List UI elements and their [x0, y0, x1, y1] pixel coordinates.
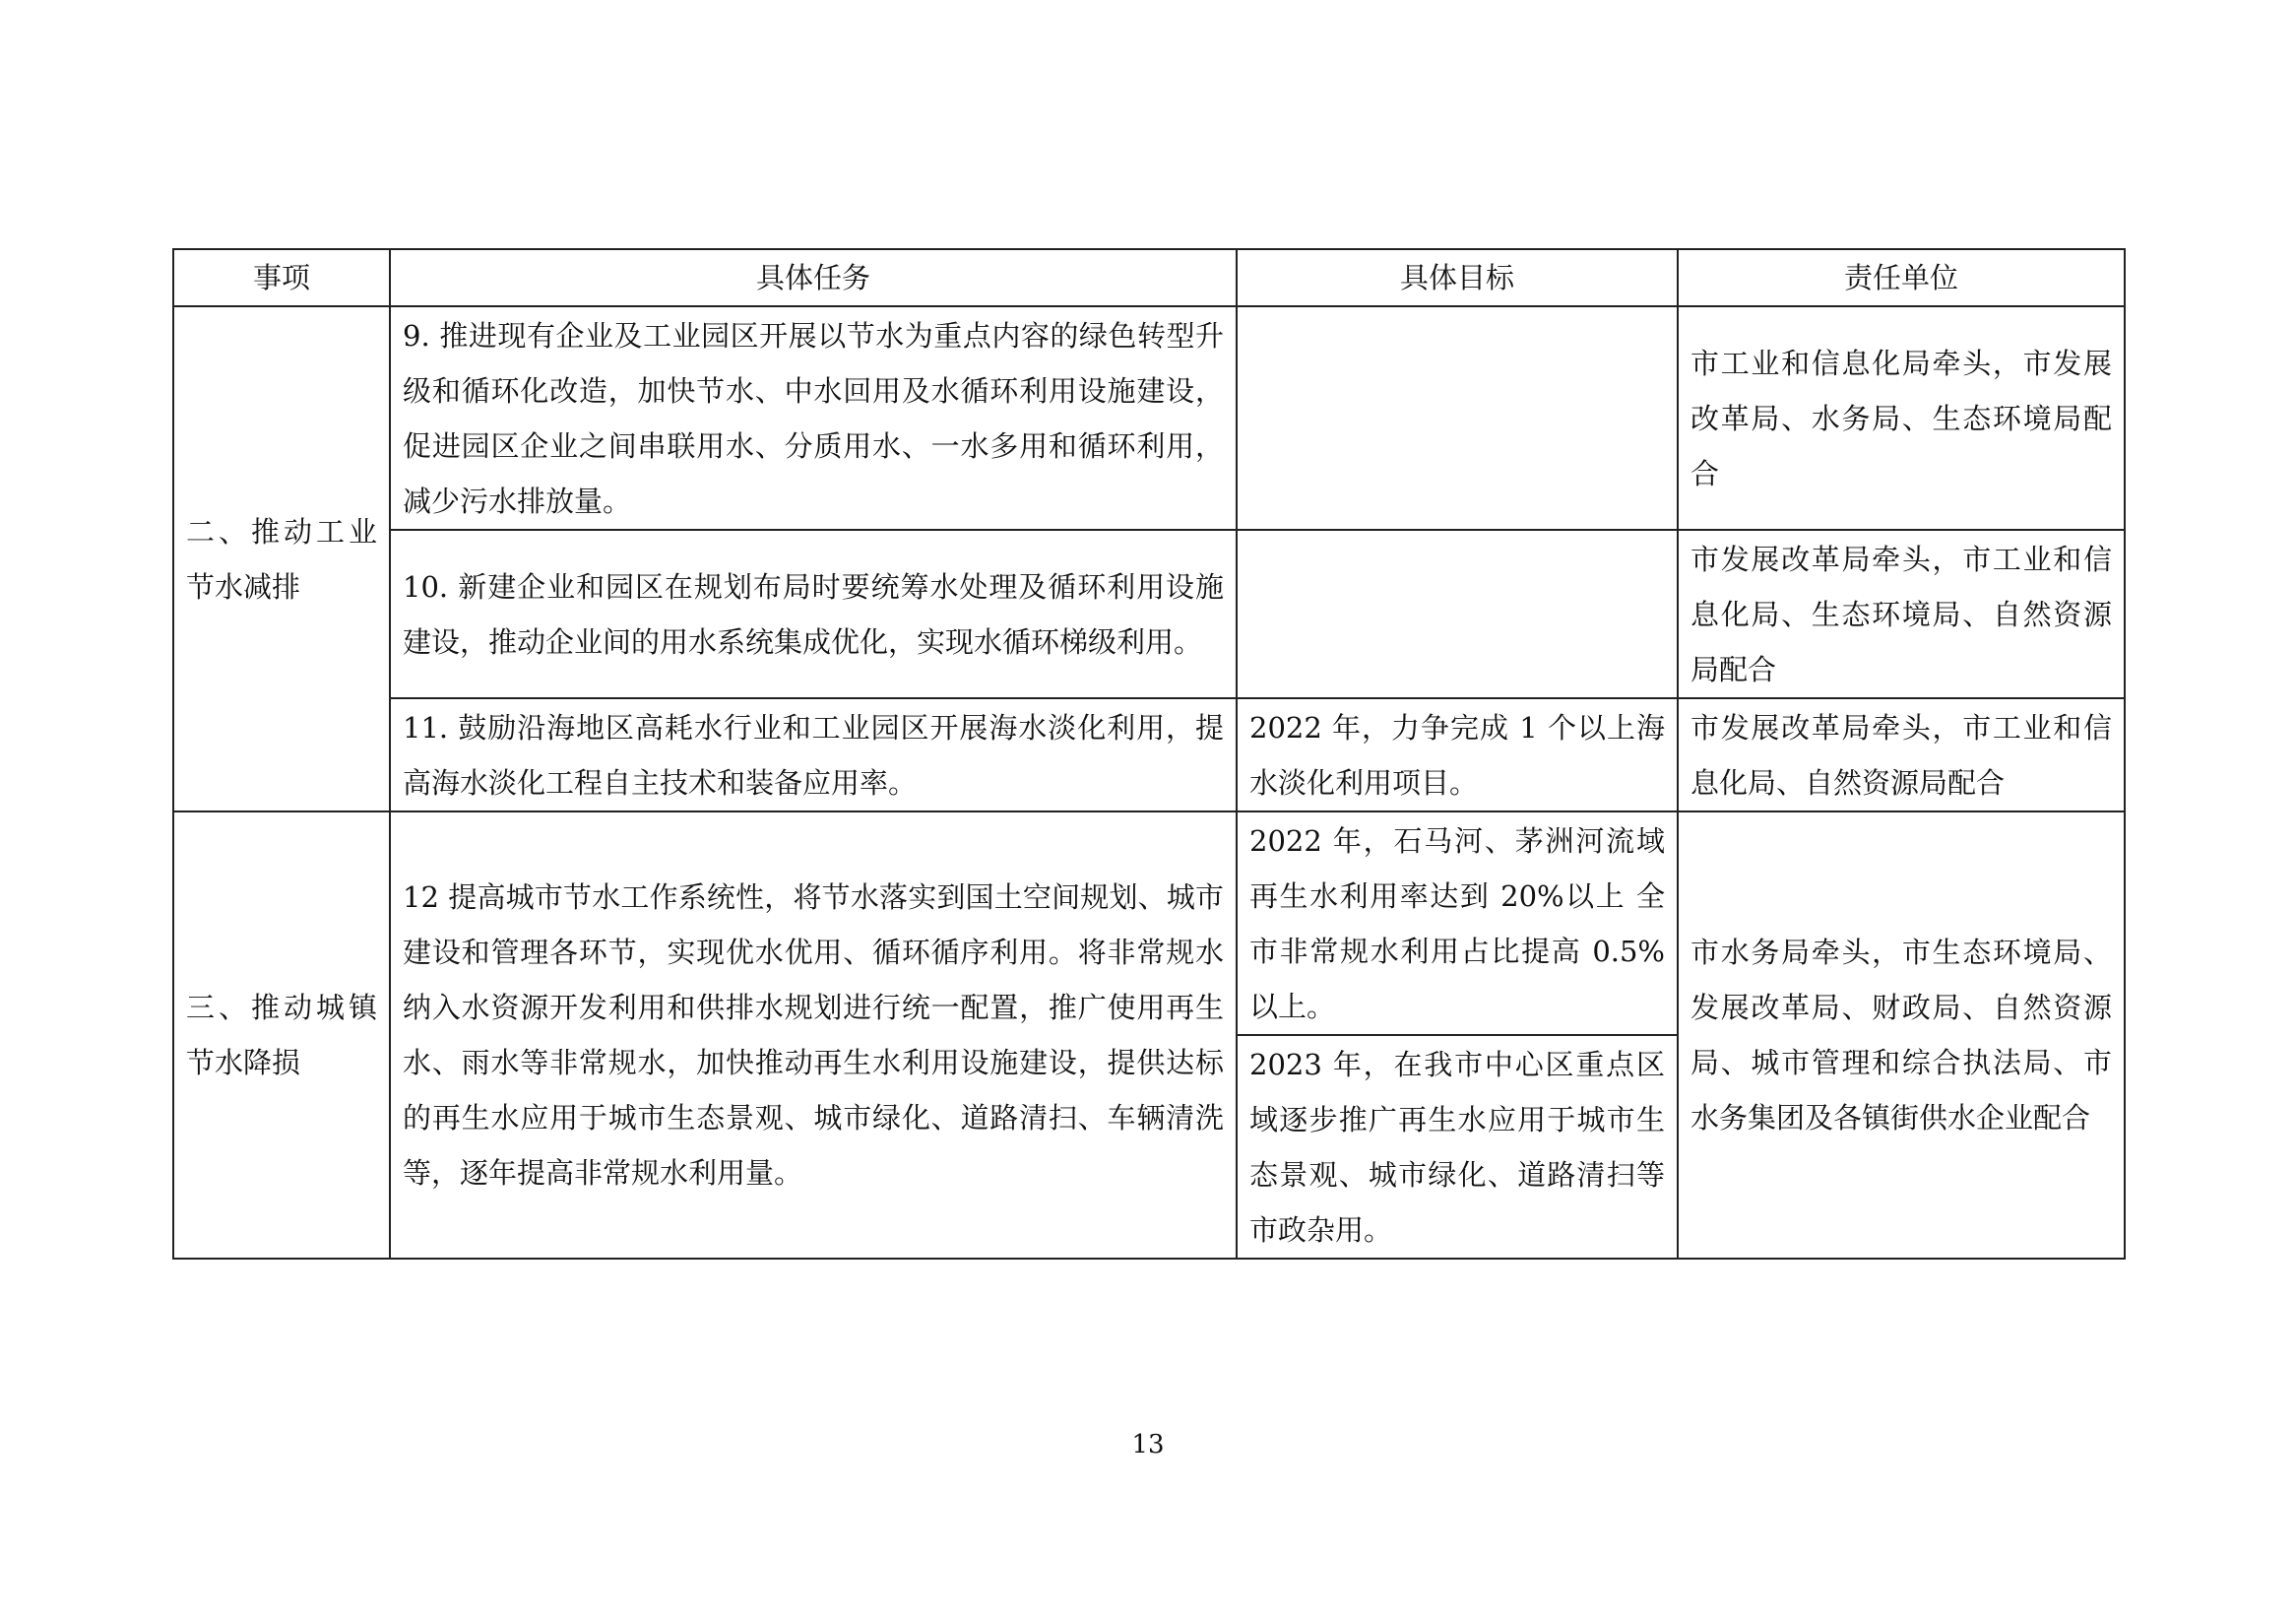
- header-unit: 责任单位: [1678, 249, 2125, 306]
- item-cell: 三、推动城镇节水降损: [173, 811, 390, 1259]
- table-row: [173, 811, 2125, 1035]
- task-table: [172, 248, 2126, 1260]
- task-cell: 10. 新建企业和园区在规划布局时要统筹水处理及循环利用设施建设，推动企业间的用水系统集成优化，实现水循环梯级利用。: [390, 530, 1237, 698]
- table-row: [173, 698, 2125, 811]
- task-cell: 12 提高城市节水工作系统性，将节水落实到国土空间规划、城市建设和管理各环节，实现优水优用、循环循序利用。将非常规水纳入水资源开发利用和供排水规划进行统一配置，推广使用再生水、雨水等非常规水，加快推动再生水利用设施建设，提供达标的再生水应用于城市生态景观、城市绿化、道路清扫、车辆清洗等，逐年提高非常规水利用量。: [390, 811, 1237, 1259]
- goal-cell: 2022 年，石马河、茅洲河流域再生水利用率达到 20%以上 全市非常规水利用占比提高 0.5%以上。: [1237, 811, 1678, 1035]
- unit-cell: 市发展改革局牵头，市工业和信息化局、生态环境局、自然资源局配合: [1678, 530, 2125, 698]
- item-cell: 二、推动工业节水减排: [173, 306, 390, 811]
- header-task: 具体任务: [390, 249, 1237, 306]
- goal-cell: 2023 年，在我市中心区重点区域逐步推广再生水应用于城市生态景观、城市绿化、道路清扫等市政杂用。: [1237, 1035, 1678, 1259]
- page-number: 13: [1131, 1430, 1165, 1459]
- header-row: [173, 249, 2125, 306]
- table-row: [173, 306, 2125, 530]
- unit-cell: 市工业和信息化局牵头，市发展改革局、水务局、生态环境局配合: [1678, 306, 2125, 530]
- unit-cell: 市水务局牵头，市生态环境局、发展改革局、财政局、自然资源局、城市管理和综合执法局、市水务集团及各镇街供水企业配合: [1678, 811, 2125, 1259]
- goal-cell: 2022 年，力争完成 1 个以上海水淡化利用项目。: [1237, 698, 1678, 811]
- task-cell: 11. 鼓励沿海地区高耗水行业和工业园区开展海水淡化利用，提高海水淡化工程自主技术和装备应用率。: [390, 698, 1237, 811]
- task-cell: 9. 推进现有企业及工业园区开展以节水为重点内容的绿色转型升级和循环化改造，加快节水、中水回用及水循环利用设施建设，促进园区企业之间串联用水、分质用水、一水多用和循环利用，减少污水排放量。: [390, 306, 1237, 530]
- unit-cell: 市发展改革局牵头，市工业和信息化局、自然资源局配合: [1678, 698, 2125, 811]
- goal-cell: [1237, 306, 1678, 530]
- table-row: [173, 530, 2125, 698]
- header-item: 事项: [173, 249, 390, 306]
- header-goal: 具体目标: [1237, 249, 1678, 306]
- goal-cell: [1237, 530, 1678, 698]
